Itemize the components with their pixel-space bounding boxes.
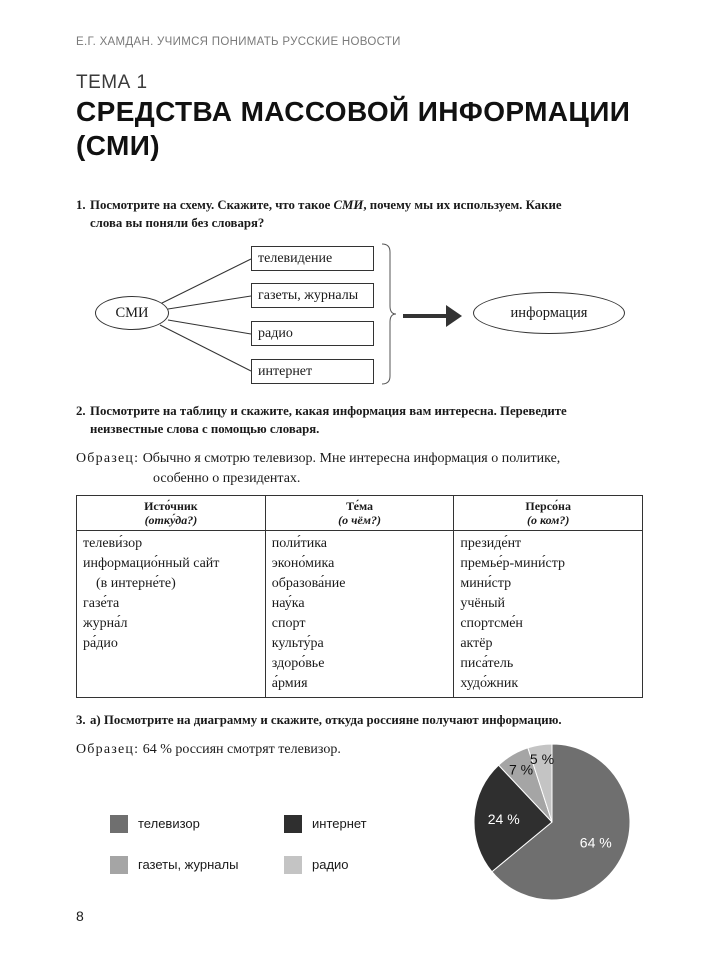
column-subtitle: (отку́да?) bbox=[144, 513, 198, 527]
column-source-cell bbox=[77, 531, 266, 698]
source-label: СМИ bbox=[115, 305, 149, 321]
legend-label: телевизор bbox=[138, 816, 200, 831]
column-subtitle: (о чём?) bbox=[338, 513, 381, 527]
media-box-label: телевидение bbox=[258, 251, 333, 266]
task-3-instruction bbox=[76, 711, 666, 729]
list-item: премье́р-мини́стр bbox=[460, 556, 565, 571]
list-item: культу́ра bbox=[271, 636, 324, 651]
task-1-emphasis: СМИ bbox=[333, 198, 364, 212]
task-3-sample bbox=[76, 740, 476, 760]
task-2-number: 2. bbox=[76, 404, 86, 418]
legend-swatch bbox=[110, 815, 128, 833]
connector-line-radio bbox=[168, 320, 251, 334]
column-header-person bbox=[454, 496, 643, 531]
media-box-label: газеты, журналы bbox=[258, 288, 359, 303]
media-box-label: интернет bbox=[258, 364, 313, 379]
connector-line-tv bbox=[160, 259, 251, 304]
pie-value-label: 7 % bbox=[508, 761, 534, 778]
media-box-4 bbox=[251, 359, 374, 384]
task-3-number: 3. bbox=[76, 713, 86, 727]
grouping-brace bbox=[382, 244, 396, 384]
column-title: Те́ма bbox=[346, 499, 374, 513]
task-1-number: 1. bbox=[76, 198, 86, 212]
media-box-2 bbox=[251, 283, 374, 308]
result-ellipse bbox=[473, 292, 625, 334]
pie-value-label: 24 % bbox=[487, 810, 520, 827]
task-3-line-1: а) Посмотрите на диаграмму и скажите, откуда россияне получают информацию. bbox=[90, 713, 562, 727]
list-item: ра́дио bbox=[83, 636, 118, 651]
list-item: журна́л bbox=[83, 616, 128, 631]
source-ellipse bbox=[95, 296, 169, 330]
sample-label: Образец: bbox=[76, 451, 140, 466]
list-item: спортсме́н bbox=[460, 616, 523, 631]
list-item: писа́тель bbox=[460, 656, 514, 671]
task-2-line-1: Посмотрите на таблицу и скажите, какая информация вам интересна. Переведите bbox=[90, 404, 567, 418]
column-title: Персо́на bbox=[525, 499, 571, 513]
list-item: образова́ние bbox=[271, 576, 346, 591]
column-topic-cell bbox=[265, 531, 454, 698]
connector-line-press bbox=[168, 296, 251, 309]
list-item: эконо́мика bbox=[271, 556, 335, 571]
task-1-text-a: Посмотрите на схему. Скажите, что такое bbox=[90, 198, 334, 212]
table-row bbox=[77, 531, 643, 698]
legend-label: радио bbox=[312, 857, 349, 872]
media-box-label: радио bbox=[258, 326, 293, 341]
arrow-head-icon bbox=[446, 305, 462, 327]
column-header-source bbox=[77, 496, 266, 531]
legend-swatch bbox=[284, 856, 302, 874]
pie-value-label: 5 % bbox=[529, 750, 555, 767]
list-item: (в интерне́те) bbox=[96, 576, 176, 591]
list-item: информацио́нный сайт bbox=[83, 556, 220, 571]
sample-line-1: Обычно я смотрю телевизор. Мне интересна информация о политике, bbox=[142, 451, 561, 466]
sample-label: Образец: bbox=[76, 742, 140, 757]
list-item: нау́ка bbox=[271, 596, 305, 611]
list-item: поли́тика bbox=[271, 536, 327, 551]
legend-swatch bbox=[284, 815, 302, 833]
running-head: Е.Г. ХАМДАН. УЧИМСЯ ПОНИМАТЬ РУССКИЕ НОВОСТИ bbox=[76, 36, 401, 48]
list-item: телеви́зор bbox=[83, 536, 143, 551]
list-item: мини́стр bbox=[460, 576, 512, 591]
list-item: худо́жник bbox=[460, 676, 519, 691]
media-box-3 bbox=[251, 321, 374, 346]
list-item: а́рмия bbox=[271, 676, 308, 691]
pie-value-label: 64 % bbox=[579, 834, 612, 851]
media-pie-chart bbox=[470, 734, 640, 904]
list-item: учёный bbox=[460, 596, 505, 611]
list-item: президе́нт bbox=[460, 536, 522, 551]
task-2-instruction bbox=[76, 402, 656, 438]
list-item: актёр bbox=[460, 636, 493, 651]
sample-text: 64 % россиян смотрят телевизор. bbox=[142, 742, 341, 757]
legend-label: газеты, журналы bbox=[138, 857, 239, 872]
sample-line-2: особенно о президентах. bbox=[153, 471, 301, 486]
table-header-row bbox=[77, 496, 643, 531]
page-number: 8 bbox=[76, 908, 84, 924]
column-header-topic bbox=[265, 496, 454, 531]
task-1-text-b: , почему мы их используем. Какие bbox=[363, 198, 562, 212]
list-item: здоро́вье bbox=[271, 656, 325, 671]
list-item: спорт bbox=[271, 616, 306, 631]
theme-title-line-1: СРЕДСТВА МАССОВОЙ ИНФОРМАЦИИ bbox=[76, 96, 631, 127]
media-box-1 bbox=[251, 246, 374, 271]
legend-swatch bbox=[110, 856, 128, 874]
column-title: Исто́чник bbox=[144, 499, 198, 513]
task-1-line-2: слова вы поняли без словаря? bbox=[90, 216, 265, 230]
list-item: газе́та bbox=[83, 596, 120, 611]
result-label: информация bbox=[510, 305, 588, 321]
column-person-cell bbox=[454, 531, 643, 698]
media-table bbox=[76, 495, 643, 698]
task-2-line-2: неизвестные слова с помощью словаря. bbox=[90, 422, 320, 436]
column-subtitle: (о ком?) bbox=[526, 513, 570, 527]
legend-label: интернет bbox=[312, 816, 367, 831]
theme-label: ТЕМА 1 bbox=[76, 72, 148, 93]
task-2-sample bbox=[76, 449, 676, 489]
theme-title-line-2: (СМИ) bbox=[76, 130, 160, 161]
